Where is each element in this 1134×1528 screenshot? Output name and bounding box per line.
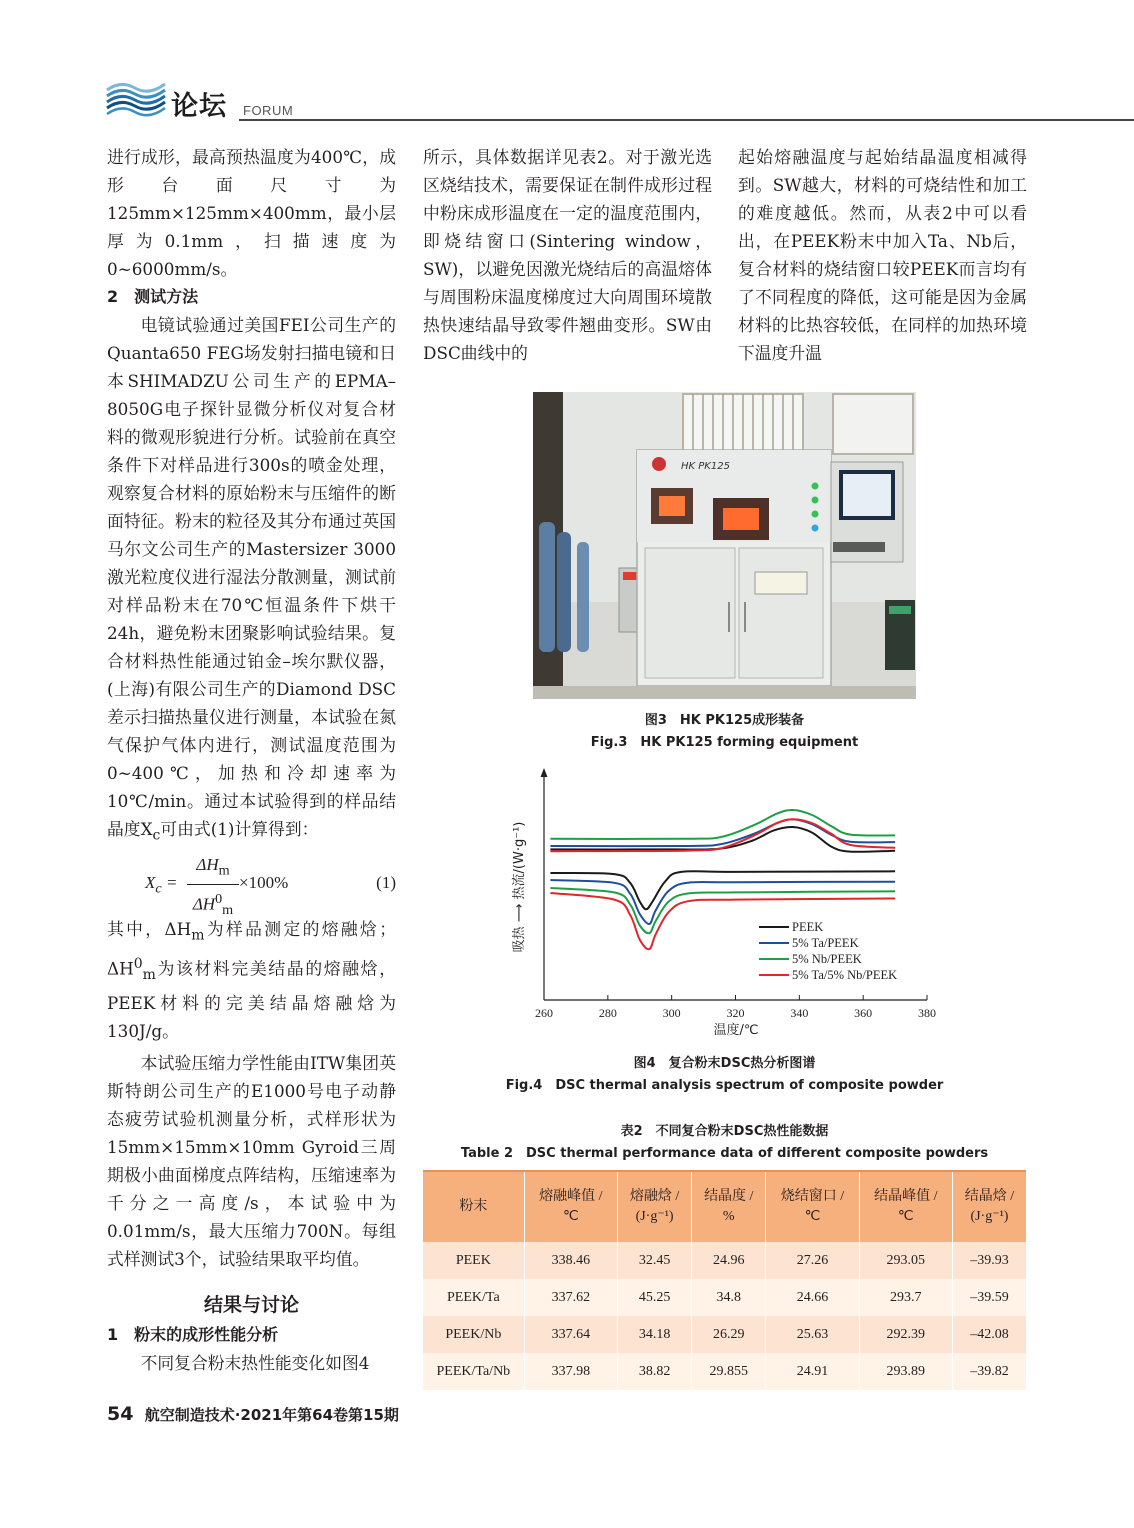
heading-powder-forming: 1 粉末的成形性能分析	[107, 1324, 279, 1344]
equation-fraction	[187, 852, 239, 923]
test-method-text: 电镜试验通过美国FEI公司生产的Quanta650 FEG场发射扫描电镜和日本SHIMADZU公司生产的EPMA–8050G电子探针显微分析仪对复合材料的微观形貌进行分析。试验前在真空条件下对样品进行300s的喷金处理，观察复合材料的原始粉末与压缩件的断面特征。粉末的粒径及其分布通过英国马尔文公司生产的Mastersizer 3000激光粒度仪进行湿法分散测量，测试前对样品粉末在70℃恒温条件下烘干24h，避免粉末团聚影响试验结果。复合材料热性能通过铂金–埃尔默仪器，(上海)有限公司生产的Diamond DSC差示扫描热量仪进行测量，本试验在氮气保护气体内进行，测试温度范围为0~400℃，加热和冷却速率为10℃/min。通过本试验得到的样品结晶度X	[107, 315, 396, 839]
table-cell: PEEK/Ta	[423, 1279, 524, 1316]
paragraph-compression-test: 本试验压缩力学性能由ITW集团英斯特朗公司生产的E1000号电子动静态疲劳试验机测量分析，式样形状为15mm×15mm×10mm Gyroid三周期极小曲面梯度点阵结构，压缩速率为千分之一高度/s，本试验中为0.01mm/s，最大压缩力700N。每组式样测试3个，试验结果取平均值。	[107, 1052, 396, 1269]
page-header	[105, 76, 1134, 126]
heading-results: 结果与讨论	[203, 1293, 299, 1316]
table-cell: 337.62	[524, 1279, 617, 1316]
x-tick-label: 260	[535, 1006, 553, 1020]
table-header-cell: 结晶焓 / (J·g⁻¹)	[952, 1172, 1026, 1242]
fig4-caption-en: Fig.4 DSC thermal analysis spectrum of composite powder	[505, 1078, 944, 1093]
table-cell: 25.63	[766, 1316, 859, 1353]
table-cell: 293.89	[859, 1353, 952, 1390]
section-subtitle: FORUM	[243, 103, 294, 118]
table-row	[423, 1242, 1026, 1279]
table-cell: –39.59	[952, 1279, 1026, 1316]
table2-dsc-data	[423, 1172, 1026, 1390]
equipment-illustration	[533, 392, 916, 699]
x-tick-label: 380	[918, 1006, 936, 1020]
legend-label: 5% Ta/PEEK	[792, 936, 859, 950]
table-cell: 27.26	[766, 1242, 859, 1279]
x-tick-label: 340	[790, 1006, 809, 1020]
page-number: 54	[107, 1403, 134, 1425]
table-header-row	[423, 1172, 1026, 1242]
fig3-caption-en: Fig.3 HK PK125 forming equipment	[590, 735, 859, 750]
heading-test-method: 2 测试方法	[107, 287, 199, 306]
paragraph-powder-forming: 不同复合粉末热性能变化如图4	[140, 1352, 370, 1373]
table-cell: 26.29	[692, 1316, 766, 1353]
x-axis-ticks	[535, 995, 936, 1020]
table-body	[423, 1242, 1026, 1390]
journal-wave-logo	[105, 78, 167, 118]
machine-label: HK PK125	[681, 461, 730, 472]
equation-percent: ×100%	[239, 873, 289, 893]
table-row	[423, 1279, 1026, 1316]
dsc-series	[550, 810, 895, 949]
right-column: 起始熔融温度与起始结晶温度相减得到。SW越大，材料的可烧结性和加工的难度越低。然而，从表2中可以看出，在PEEK粉末中加入Ta、Nb后，复合材料的烧结窗口较PEEK而言均有了不同程度的降低，这可能是因为金属材料的比热容较低，在同样的加热环境下温度升温	[738, 147, 1027, 363]
fig3-caption-cn: 图3 HK PK125成形装备	[644, 713, 805, 728]
table-cell: 38.82	[617, 1353, 691, 1390]
series-line-heating	[550, 810, 895, 839]
table2-caption-cn: 表2 不同复合粉末DSC热性能数据	[620, 1124, 829, 1139]
table-header-cell: 粉末	[423, 1172, 524, 1242]
table2-caption-en: Table 2 DSC thermal performance data of different composite powders	[460, 1146, 989, 1161]
series-line-cooling	[550, 880, 895, 924]
table-cell: 24.96	[692, 1242, 766, 1279]
table-cell: PEEK/Ta/Nb	[423, 1353, 524, 1390]
x-tick-label: 320	[726, 1006, 745, 1020]
fig4-caption	[423, 1053, 1026, 1097]
equation-1	[107, 849, 396, 918]
equation-number: (1)	[376, 873, 396, 893]
paragraph-test-method	[107, 311, 396, 849]
left-column	[107, 143, 396, 1377]
table-row	[423, 1353, 1026, 1390]
y-axis-arrow	[541, 768, 548, 777]
table-cell: PEEK	[423, 1242, 524, 1279]
table-cell: 45.25	[617, 1279, 691, 1316]
equation-lhs: $X_c$ =	[145, 873, 178, 897]
fig4-caption-cn: 图4 复合粉末DSC热分析图谱	[633, 1056, 816, 1071]
table-cell: –42.08	[952, 1316, 1026, 1353]
equation-numerator: $\Delta H_m$	[196, 855, 230, 879]
table-row	[423, 1316, 1026, 1353]
table-cell: 337.98	[524, 1353, 617, 1390]
table-cell: 337.64	[524, 1316, 617, 1353]
table-header-cell: 结晶峰值 / ℃	[859, 1172, 952, 1242]
series-line-cooling	[550, 888, 895, 933]
table-cell: 32.45	[617, 1242, 691, 1279]
chart-legend	[759, 920, 897, 982]
page-footer	[107, 1403, 399, 1425]
table-cell: 293.05	[859, 1242, 952, 1279]
test-method-tail: 可由式(1)计算得到：	[160, 819, 319, 839]
table-cell: –39.93	[952, 1242, 1026, 1279]
table-cell: 24.66	[766, 1279, 859, 1316]
x-tick-label: 280	[598, 1006, 617, 1020]
table-cell: 338.46	[524, 1242, 617, 1279]
fig4-dsc-chart	[505, 765, 945, 1040]
table-header-cell: 结晶度 / %	[692, 1172, 766, 1242]
legend-label: 5% Ta/5% Nb/PEEK	[792, 968, 898, 982]
section-title: 论坛	[171, 91, 227, 122]
fig3-caption	[423, 710, 1026, 754]
paragraph-equipment: 进行成形，最高预热温度为400℃，成形台面尺寸为125mm×125mm×400mm，最小层厚为0.1mm，扫描速度为0~6000mm/s。	[107, 147, 396, 279]
table-cell: 293.7	[859, 1279, 952, 1316]
journal-name: 航空制造技术·2021年第64卷第15期	[144, 1406, 399, 1424]
x-axis-label: 温度/℃	[713, 1023, 759, 1038]
table-cell: –39.82	[952, 1353, 1026, 1390]
table-cell: 34.18	[617, 1316, 691, 1353]
y-axis-label: 吸热 ⟶ 热流/(W·g⁻¹)	[512, 821, 527, 953]
table-cell: 24.91	[766, 1353, 859, 1390]
table-cell: 29.855	[692, 1353, 766, 1390]
table2-caption	[423, 1121, 1026, 1165]
legend-label: PEEK	[792, 920, 824, 934]
table-header-cell: 熔融峰值 / ℃	[524, 1172, 617, 1242]
equation-denominator: $\Delta H^0_m$	[192, 890, 234, 918]
table-header-cell: 烧结窗口 / ℃	[766, 1172, 859, 1242]
middle-column: 所示，具体数据详见表2。对于激光选区烧结技术，需要保证在制件成形过程中粉床成形温度在一定的温度范围内，即烧结窗口(Sintering window，SW)，以避免因激光烧结后的高温熔体与周围粉床温度梯度过大向周围环境散热快速结晶导致零件翘曲变形。SW由DSC曲线中的	[423, 147, 712, 363]
xc-subscript: c	[152, 827, 161, 844]
table-header-cell: 熔融焓 / (J·g⁻¹)	[617, 1172, 691, 1242]
legend-label: 5% Nb/PEEK	[792, 952, 862, 966]
x-tick-label: 300	[662, 1006, 681, 1020]
table-cell: 34.8	[692, 1279, 766, 1316]
x-tick-label: 360	[854, 1006, 873, 1020]
fig3-equipment-photo	[533, 392, 916, 699]
paragraph-definitions: 其中，$\Delta H_m$为样品测定的熔融焓；$\Delta H^0_m$为该材料完美结晶的熔融焓，PEEK材料的完美结晶熔融焓为130J/g。	[107, 919, 396, 1041]
table-cell: 292.39	[859, 1316, 952, 1353]
table-cell: PEEK/Nb	[423, 1316, 524, 1353]
header-rule	[239, 119, 1134, 121]
